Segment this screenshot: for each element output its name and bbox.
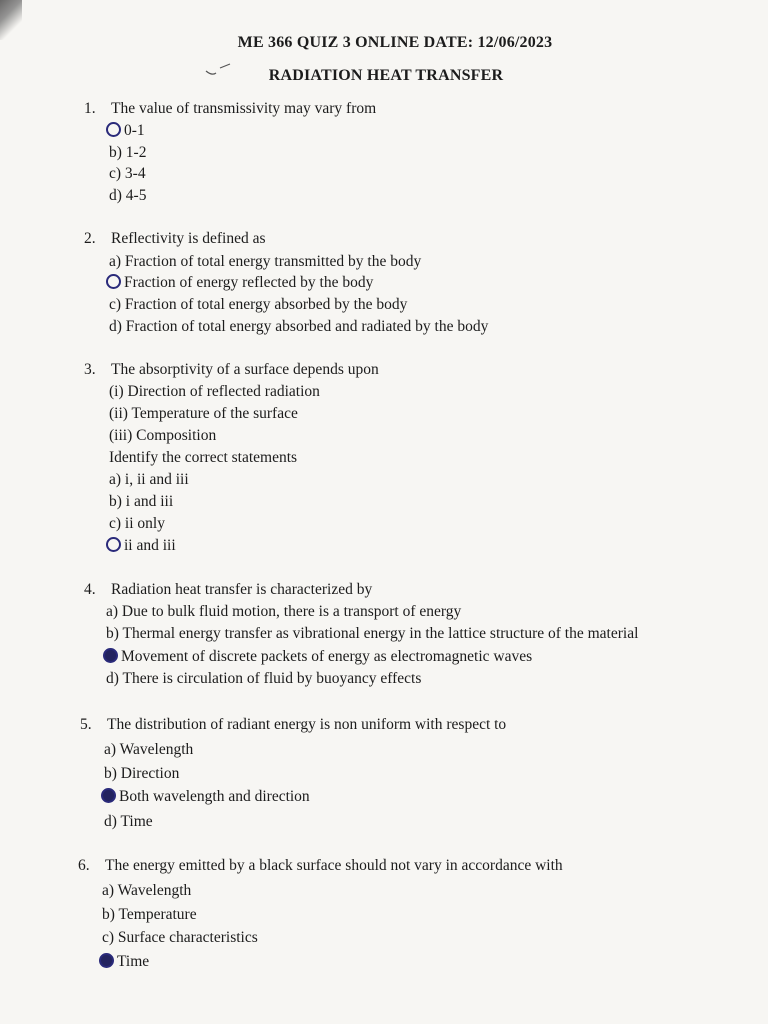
question-stem: Radiation heat transfer is characterized by	[111, 581, 373, 598]
quiz-subtitle: RADIATION HEAT TRANSFER	[268, 67, 504, 84]
selected-answer-circle	[106, 537, 121, 552]
option-d[interactable]: d) Fraction of total energy absorbed and radiated by the body	[109, 318, 489, 335]
option-c[interactable]: Both wavelength and direction	[104, 788, 310, 806]
question-number: 1.	[84, 100, 96, 117]
option-d[interactable]: Time	[102, 953, 149, 971]
option-c[interactable]: c) Fraction of total energy absorbed by the body	[109, 296, 408, 313]
question-text	[84, 230, 266, 248]
question-number: 3.	[84, 361, 96, 378]
question-text	[80, 716, 506, 734]
selected-answer-circle	[99, 953, 114, 968]
option-c[interactable]: Movement of discrete packets of energy as electromagnetic waves	[106, 648, 532, 666]
question-stem: The absorptivity of a surface depends upon	[111, 361, 379, 378]
option-c[interactable]: c) Surface characteristics	[102, 929, 258, 946]
option-b[interactable]: Fraction of energy reflected by the body	[109, 274, 373, 292]
question-stem: Reflectivity is defined as	[111, 230, 266, 247]
quiz-title: ME 366 QUIZ 3 ONLINE DATE: 12/06/2023	[237, 34, 553, 51]
option-c[interactable]: c) ii only	[109, 515, 165, 532]
question-number: 5.	[80, 716, 92, 733]
option-a[interactable]: a) i, ii and iii	[109, 471, 189, 488]
option-d[interactable]: d) Time	[104, 813, 153, 830]
question-text	[84, 361, 379, 379]
option-a[interactable]: 0-1	[109, 122, 145, 140]
question-text	[78, 857, 563, 875]
option-a[interactable]: a) Wavelength	[104, 741, 194, 758]
option-a[interactable]: a) Due to bulk fluid motion, there is a transport of energy	[106, 603, 462, 620]
selected-answer-circle	[106, 122, 121, 137]
question-instruction: Identify the correct statements	[109, 449, 298, 466]
statement-ii: (ii) Temperature of the surface	[109, 405, 298, 422]
question-text	[84, 100, 376, 118]
option-a[interactable]: a) Fraction of total energy transmitted by the body	[109, 253, 422, 270]
option-d[interactable]: d) 4-5	[109, 187, 147, 204]
question-stem: The energy emitted by a black surface should not vary in accordance with	[105, 857, 563, 874]
option-d[interactable]: d) There is circulation of fluid by buoyancy effects	[106, 670, 422, 687]
question-text	[84, 581, 372, 599]
option-b[interactable]: b) 1-2	[109, 144, 147, 161]
selected-answer-circle	[101, 788, 116, 803]
question-number: 2.	[84, 230, 96, 247]
question-stem: The value of transmissivity may vary from	[111, 100, 377, 117]
option-b[interactable]: b) Direction	[104, 765, 180, 782]
option-a[interactable]: a) Wavelength	[102, 882, 192, 899]
option-d[interactable]: ii and iii	[109, 537, 176, 555]
option-c[interactable]: c) 3-4	[109, 165, 146, 182]
question-stem: The distribution of radiant energy is non uniform with respect to	[107, 716, 507, 733]
option-b[interactable]: b) i and iii	[109, 493, 174, 510]
selected-answer-circle	[106, 274, 121, 289]
selected-answer-circle	[103, 648, 118, 663]
question-number: 4.	[84, 581, 96, 598]
statement-iii: (iii) Composition	[109, 427, 217, 444]
question-number: 6.	[78, 857, 90, 874]
option-b[interactable]: b) Thermal energy transfer as vibrational energy in the lattice structure of the material	[106, 625, 639, 642]
statement-i: (i) Direction of reflected radiation	[109, 383, 320, 400]
option-b[interactable]: b) Temperature	[102, 906, 197, 923]
